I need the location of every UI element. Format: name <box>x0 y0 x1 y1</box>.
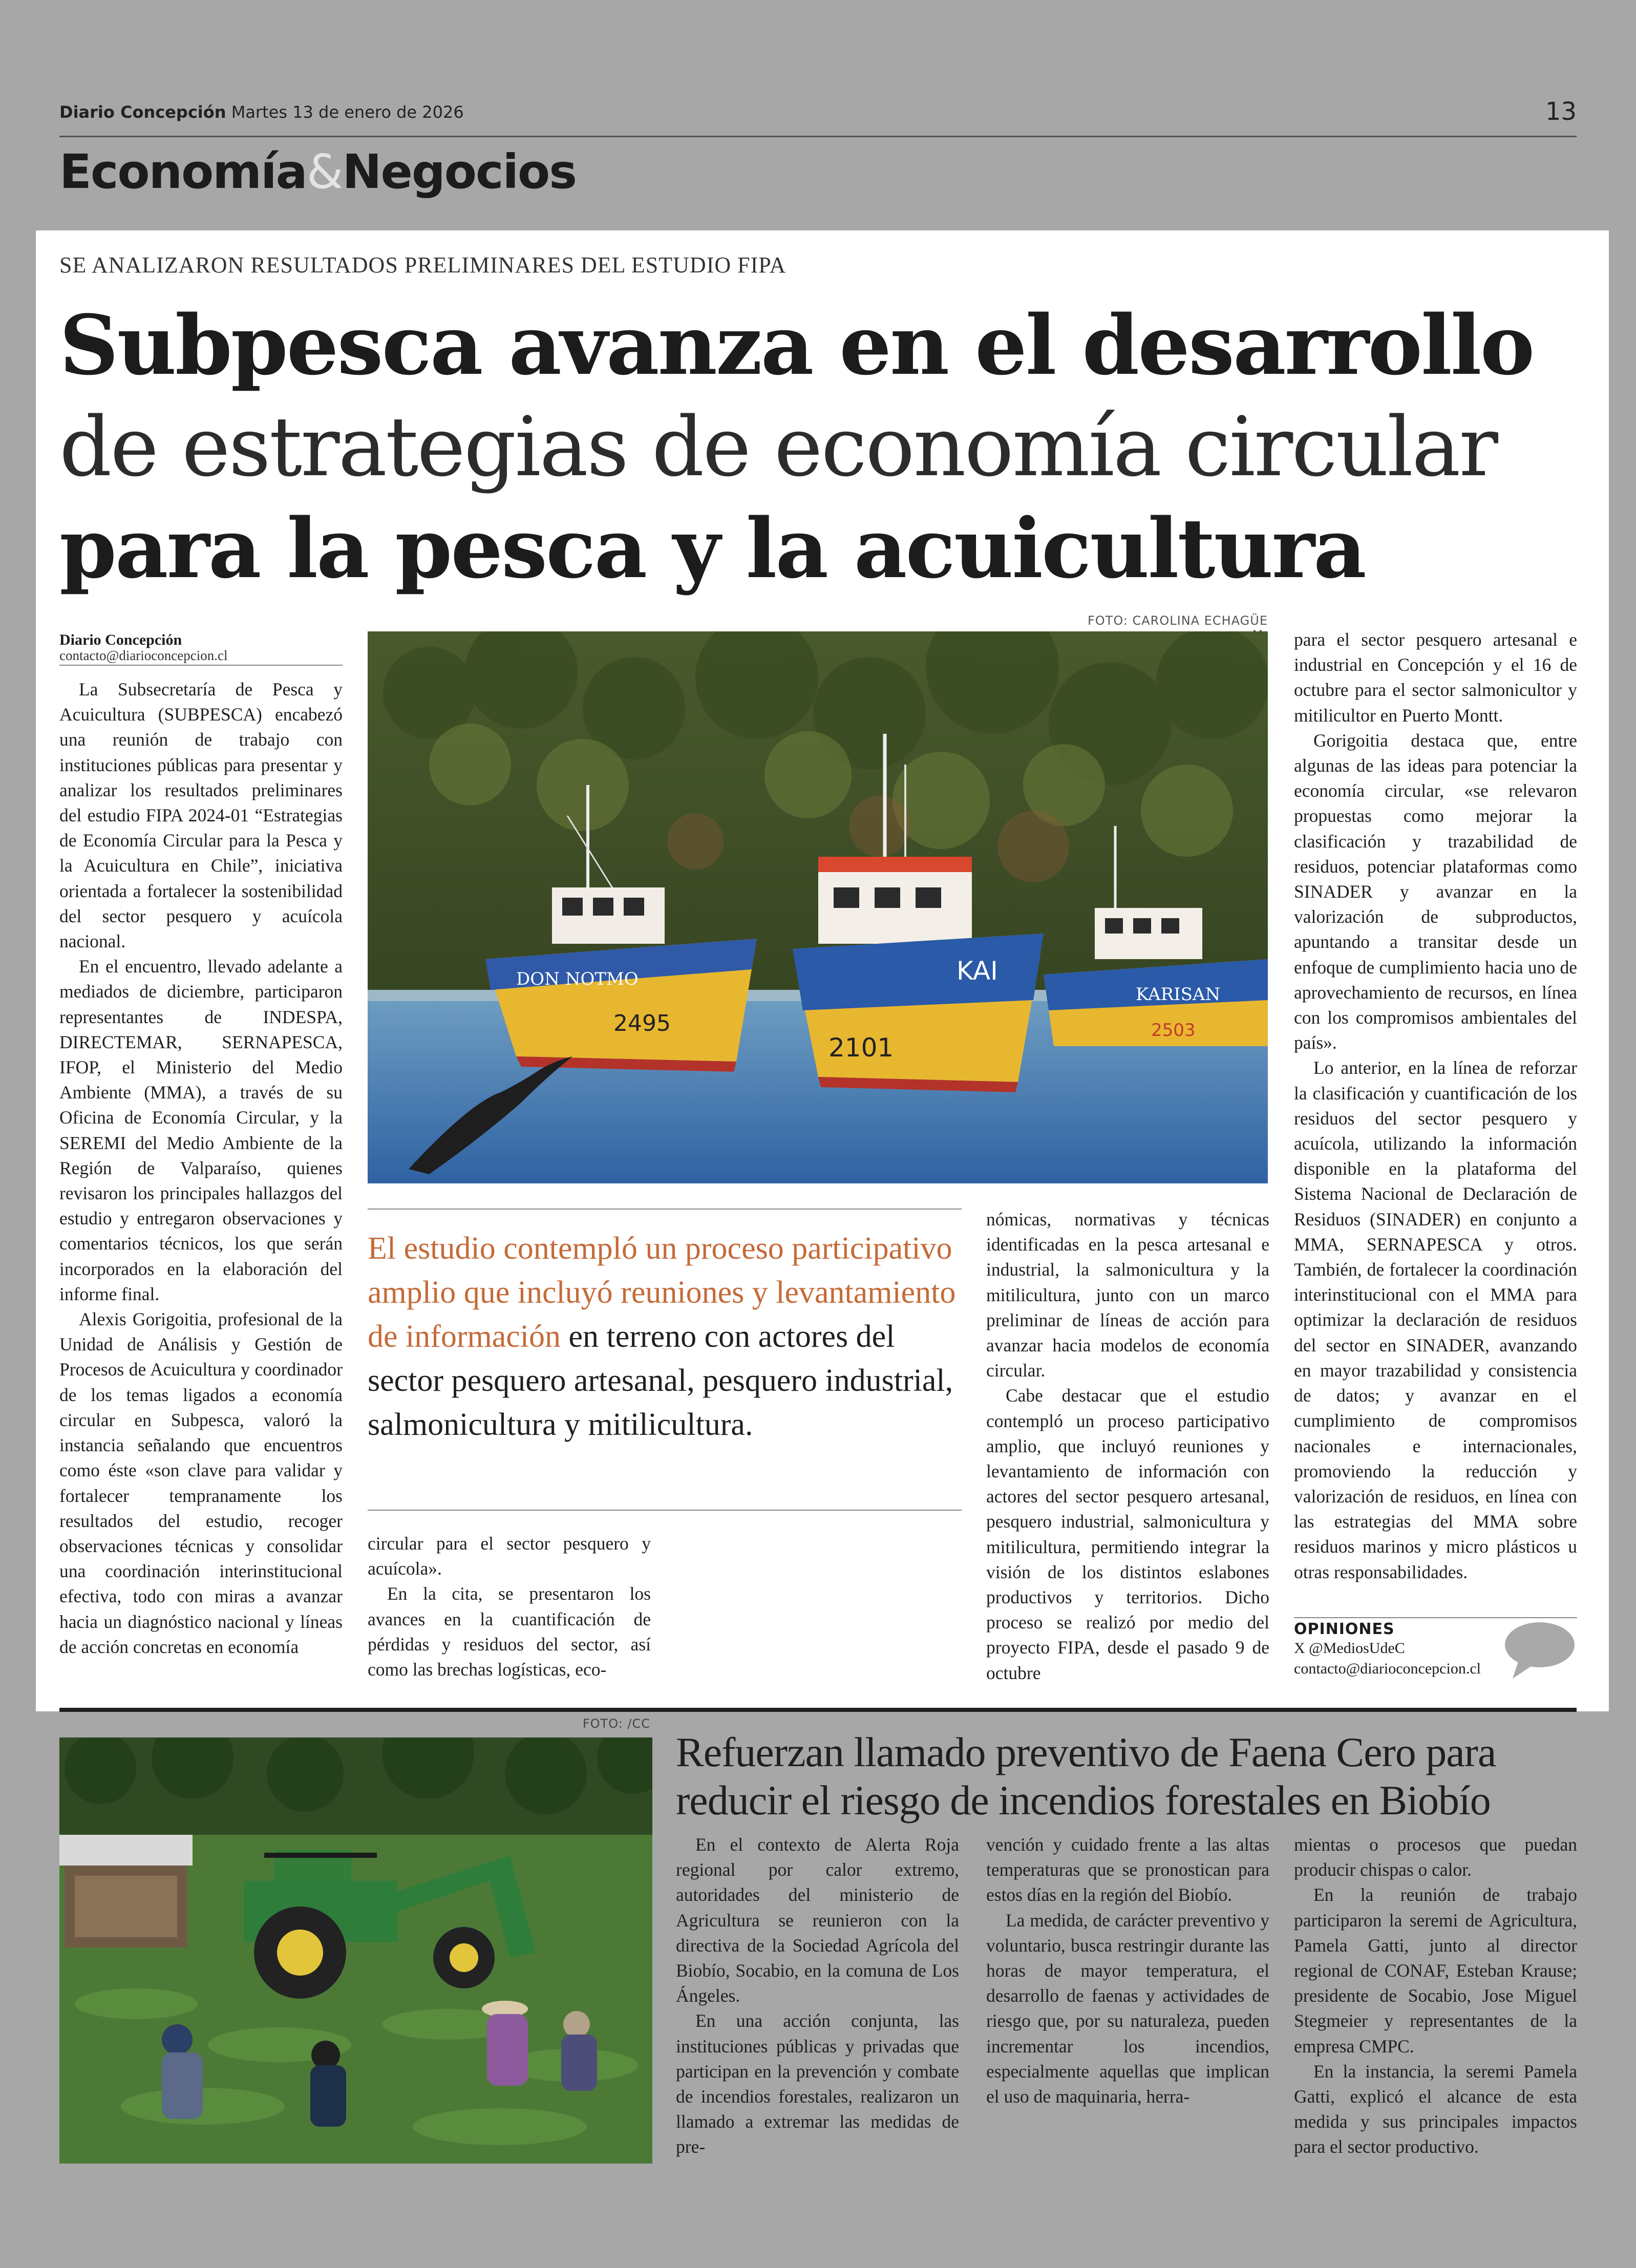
article-column-3 <box>986 1207 1269 1686</box>
paragraph: Alexis Gorigoitia, profesional de la Unidad de Análisis y Gestión de Procesos de Acuicultura y coordinador de los temas ligados a economía circular en Subpesca, valoró la instancia señalando que encuentros como éste «son clave para validar y fortalecer tempranamente los resultados del estudio, recoger observaciones técnicas y consolidar una coordinación interinstitucional efectiva, todo con miras a avanzar hacia un diagnóstico nacional y líneas de acción concretas en economía <box>59 1309 343 1657</box>
article2-column-3 <box>1294 1832 1577 2160</box>
paragraph: nómicas, normativas y técnicas identificadas en la pesca artesanal e industrial, la salmonicultura y la mitilicultura, junto con un marco preliminar de líneas de acción para avanzar hacia modelos de economía circular. <box>986 1209 1269 1381</box>
article-column-2 <box>368 1531 651 1682</box>
paper-name: Diario Concepción <box>59 102 226 122</box>
byline-email: contacto@diarioconcepcion.cl <box>59 648 228 663</box>
boat-name-label: KAI <box>957 956 998 986</box>
page-number: 13 <box>1545 97 1577 126</box>
pullquote-rule-bottom <box>368 1510 962 1511</box>
paragraph: Lo anterior, en la línea de reforzar la clasificación y cuantificación de los residuos del sector pesquero y acuícola, utilizando la información disponible en la plataforma del Sistema Nacional de Declaración de Residuos (SINADER) en conjunto a MMA, SERNAPESCA y otros. También, de fortalecer la coordinación interinstitucional con el MMA para optimizar la declaración de residuos del sector en SINADER, avanzando en mayor trazabilidad y consistencia de datos; y avanzar en el cumplimiento de compromisos nacionales e internacionales, promoviendo la reducción y valorización de residuos, en línea con las estrategias del MMA sobre residuos marinos y micro plásticos u otras responsabilidades. <box>1294 1057 1577 1582</box>
article-headline: Subpesca avanza en el desarrollo de estrategias de economía circular para la pesca y la acuicultura <box>59 297 1534 597</box>
photo-credit: FOTO: CAROLINA ECHAGÜE <box>1087 613 1268 628</box>
farm-workers-photo <box>59 1737 652 2164</box>
bottom-article-rule <box>59 1708 1577 1712</box>
article-kicker: SE ANALIZARON RESULTADOS PRELIMINARES DEL ESTUDIO FIPA <box>59 252 787 278</box>
paragraph: En la cita, se presentaron los avances en la cuantificación de pérdidas y residuos del sector, así como las brechas logísticas, eco- <box>368 1583 651 1680</box>
article2-column-1 <box>676 1832 959 2160</box>
paragraph: En la instancia, la seremi Pamela Gatti, explicó el alcance de esta medida y sus principales impactos para el sector productivo. <box>1294 2061 1577 2157</box>
article-column-1 <box>59 677 343 1660</box>
header-rule <box>59 136 1577 137</box>
paragraph: La medida, de carácter preventivo y voluntario, busca restringir durante las horas de mayor temperatura, el desarrollo de faenas y actividades de riesgo que, por su naturaleza, pueden incrementar los incendios, especialmente aquellas que implican el uso de maquinaria, herra- <box>986 1910 1269 2107</box>
boat-name-label: KARISAN <box>1136 984 1221 1005</box>
boat-number-label: 2495 <box>613 1010 671 1036</box>
boat-number-label: 2101 <box>828 1033 894 1063</box>
speech-bubble-icon <box>1503 1619 1576 1681</box>
paragraph: Gorigoitia destaca que, entre algunas de las ideas para potenciar la economía circular, «se relevaron propuestas como mejorar la clasificación y trazabilidad de residuos, potenciar plataformas como SINADER y avanzar en la valorización de subproductos, apuntando a transitar desde un enfoque de cumplimiento hacia uno de aprovechamiento de recursos, en línea con los compromisos ambientales del país». <box>1294 730 1577 1053</box>
masthead <box>59 102 464 122</box>
opinions-rule <box>1294 1617 1577 1618</box>
pull-quote: El estudio contempló un proceso participativo amplio que incluyó reuniones y levantamiento de información en terreno con actores del sector pesquero artesanal, pesquero industrial, salmonicultura y mitilicultura. <box>368 1231 956 1442</box>
paragraph: vención y cuidado frente a las altas temperaturas que se pronostican para estos días en la región del Biobío. <box>986 1834 1269 1905</box>
section-title: Economía&Negocios <box>59 144 577 199</box>
fishing-boats-photo <box>368 631 1268 1183</box>
photo-credit: FOTO: /CC <box>582 1716 650 1731</box>
boat-number-label: 2503 <box>1151 1020 1196 1041</box>
pullquote-rule-top <box>368 1209 962 1210</box>
paragraph: En el encuentro, llevado adelante a mediados de diciembre, participaron representantes de INDESPA, DIRECTEMAR, SERNAPESCA, IFOP, el Ministerio del Medio Ambiente (MMA), a través de su Oficina de Economía Circular, y la SEREMI del Medio Ambiente de la Región de Valparaíso, quienes revisaron los principales hallazgos del estudio y entregaron observaciones y comentarios técnicos, los que serán incorporados en la elaboración del informe final. <box>59 956 343 1304</box>
paragraph: para el sector pesquero artesanal e industrial en Concepción y el 16 de octubre para el sector salmonicultor y mitilicultor en Puerto Montt. <box>1294 629 1577 726</box>
article2-headline: Refuerzan llamado preventivo de Faena Cero para reducir el riesgo de incendios forestales en Biobío <box>676 1729 1496 1824</box>
opinions-email[interactable]: contacto@diarioconcepcion.cl <box>1294 1660 1481 1677</box>
byline-name: Diario Concepción <box>59 631 182 648</box>
byline-rule <box>59 665 343 666</box>
opinions-title: OPINIONES <box>1294 1620 1395 1638</box>
article2-column-2 <box>986 1832 1269 2109</box>
paragraph: Cabe destacar que el estudio contempló un proceso participativo amplio, que incluyó reuniones y levantamiento de información con actores del sector pesquero artesanal, pesquero industrial, salmonicultura y mitilicultura, permitiendo integrar la visión de los distintos eslabones productivos y territorios. Dicho proceso se realizó por medio del proyecto FIPA, desde el pasado 9 de octubre <box>986 1385 1269 1683</box>
paragraph: En la reunión de trabajo participaron la seremi de Agricultura, Pamela Gatti, junto al director regional de CONAF, Esteban Krause; presidente de Socabio, Jose Miguel Stegmeier y representantes de la empresa CMPC. <box>1294 1884 1577 2057</box>
paragraph: mientas o procesos que puedan producir chispas o calor. <box>1294 1834 1577 1880</box>
issue-date: Martes 13 de enero de 2026 <box>231 102 464 122</box>
opinions-x-handle[interactable]: X @MediosUdeC <box>1294 1640 1405 1657</box>
boat-name-label: DON NOTMO <box>516 969 639 989</box>
paragraph: circular para el sector pesquero y acuícola». <box>368 1533 651 1579</box>
paragraph: La Subsecretaría de Pesca y Acuicultura (SUBPESCA) encabezó una reunión de trabajo con instituciones públicas para presentar y analizar los resultados preliminares del estudio FIPA 2024-01 “Estrategias de Economía Circular para la Pesca y la Acuicultura en Chile”, iniciativa orientada a fortalecer la sostenibilidad del sector pesquero y acuícola nacional. <box>59 679 343 952</box>
paragraph: En el contexto de Alerta Roja regional por calor extremo, autoridades del ministerio de Agricultura se reunieron con la directiva de la Sociedad Agrícola del Biobío, Socabio, en la comuna de Los Ángeles. <box>676 1834 959 2006</box>
article-column-4 <box>1294 627 1577 1585</box>
paragraph: En una acción conjunta, las instituciones públicas y privadas que participan en la prevención y combate de incendios forestales, realizaron un llamado a extremar las medidas de pre- <box>676 2010 959 2157</box>
